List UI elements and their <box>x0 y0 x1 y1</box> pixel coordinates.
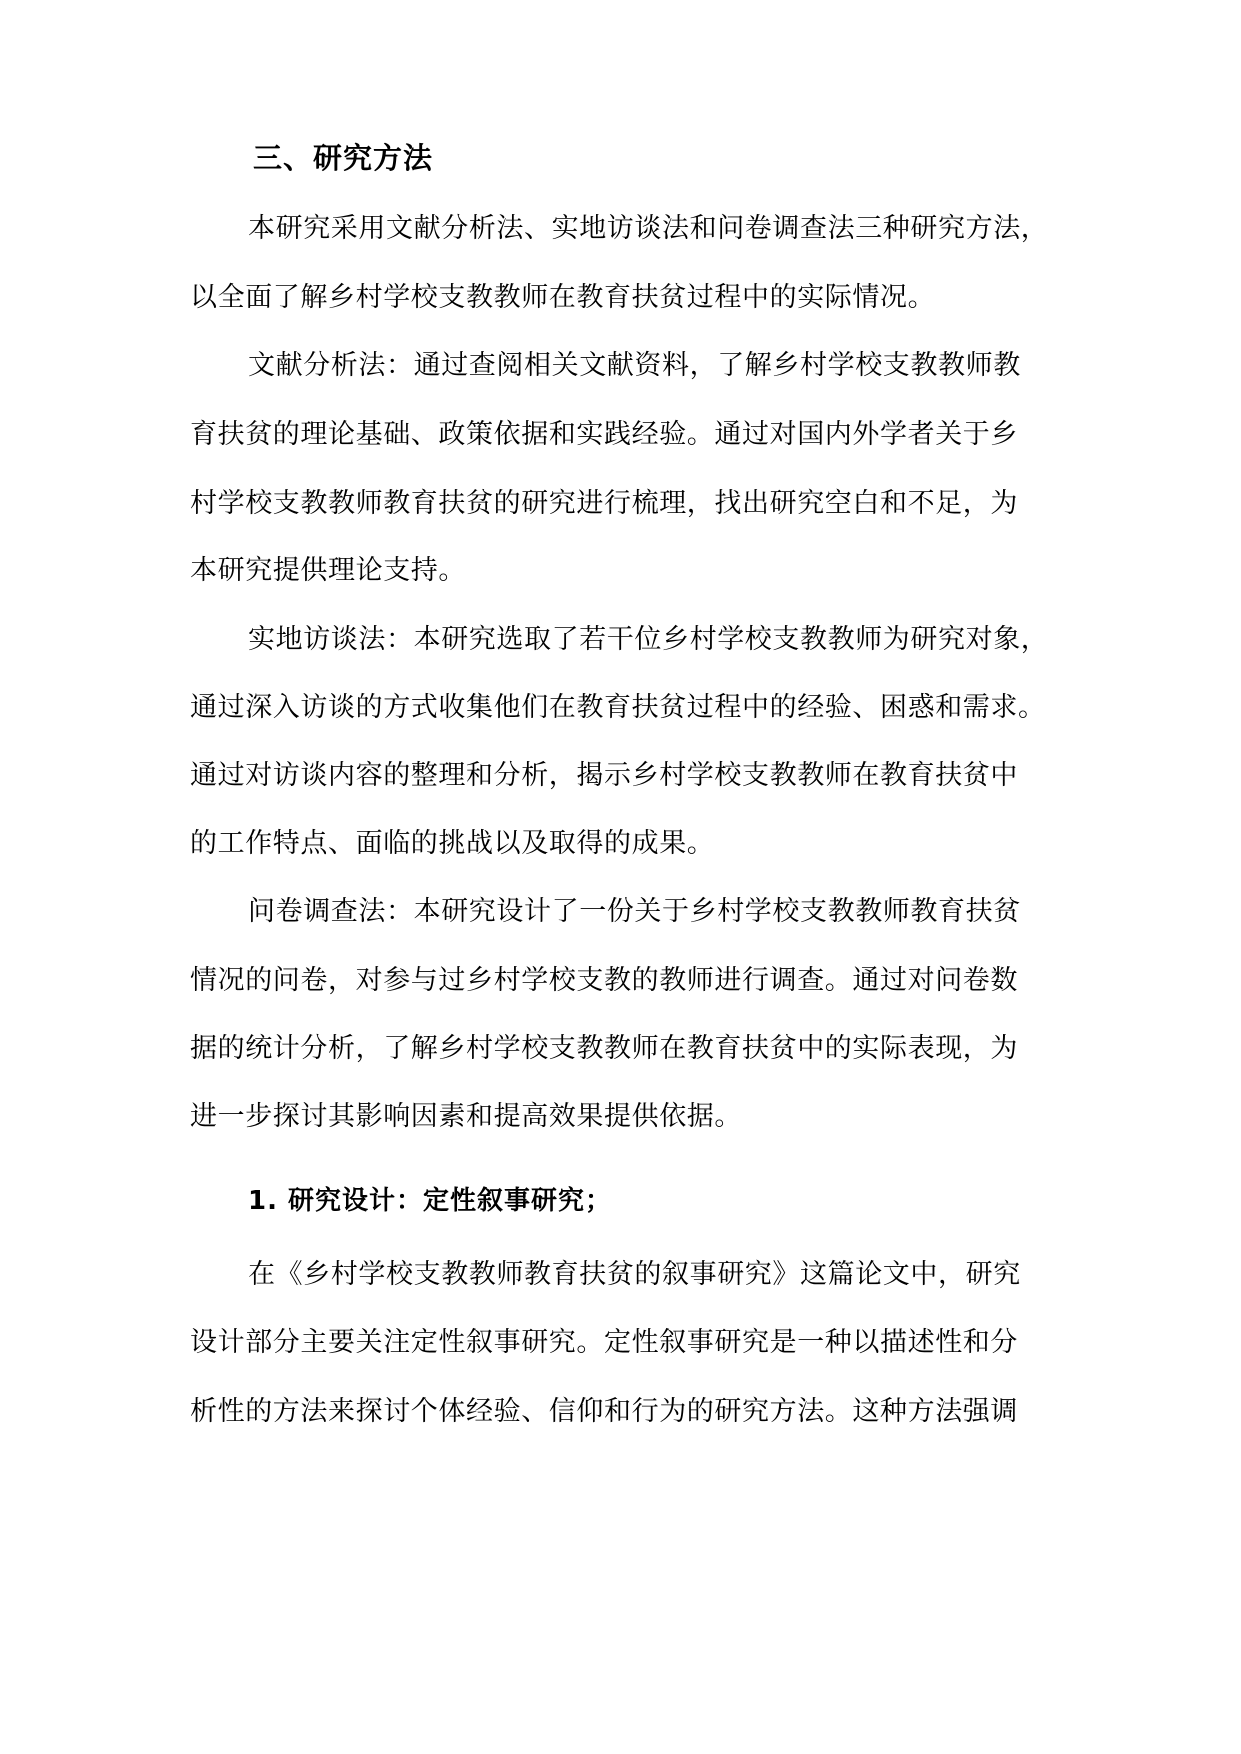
paragraph-line: 通过对访谈内容的整理和分析，揭示乡村学校支教教师在教育扶贫中 <box>190 760 1018 791</box>
paragraph-line: 以全面了解乡村学校支教教师在教育扶贫过程中的实际情况。 <box>190 282 936 313</box>
subsection-heading: 1. 研究设计：定性叙事研究； <box>248 1186 613 1216</box>
paragraph-line: 据的统计分析，了解乡村学校支教教师在教育扶贫中的实际表现，为 <box>190 1033 1018 1064</box>
paragraph-line: 村学校支教教师教育扶贫的研究进行梳理，找出研究空白和不足，为 <box>190 488 1018 519</box>
section-heading: 三、研究方法 <box>253 141 434 175</box>
paragraph-line: 文献分析法：通过查阅相关文献资料，了解乡村学校支教教师教 <box>248 350 1021 381</box>
paragraph-line: 本研究采用文献分析法、实地访谈法和问卷调查法三种研究方法， <box>248 213 1049 244</box>
paragraph-line: 进一步探讨其影响因素和提高效果提供依据。 <box>190 1101 742 1132</box>
paragraph-line: 通过深入访谈的方式收集他们在教育扶贫过程中的经验、困惑和需求。 <box>190 692 1046 723</box>
paragraph-line: 实地访谈法：本研究选取了若干位乡村学校支教教师为研究对象， <box>248 624 1049 655</box>
paragraph-line: 的工作特点、面临的挑战以及取得的成果。 <box>190 828 715 859</box>
paragraph-line: 析性的方法来探讨个体经验、信仰和行为的研究方法。这种方法强调 <box>190 1396 1018 1427</box>
paragraph-line: 在《乡村学校支教教师教育扶贫的叙事研究》这篇论文中，研究 <box>248 1259 1021 1290</box>
paragraph-line: 育扶贫的理论基础、政策依据和实践经验。通过对国内外学者关于乡 <box>190 419 1018 450</box>
paragraph-line: 问卷调查法：本研究设计了一份关于乡村学校支教教师教育扶贫 <box>248 896 1021 927</box>
paragraph-line: 本研究提供理论支持。 <box>190 555 466 586</box>
paragraph-line: 情况的问卷，对参与过乡村学校支教的教师进行调查。通过对问卷数 <box>190 965 1018 996</box>
paragraph-line: 设计部分主要关注定性叙事研究。定性叙事研究是一种以描述性和分 <box>190 1327 1018 1358</box>
